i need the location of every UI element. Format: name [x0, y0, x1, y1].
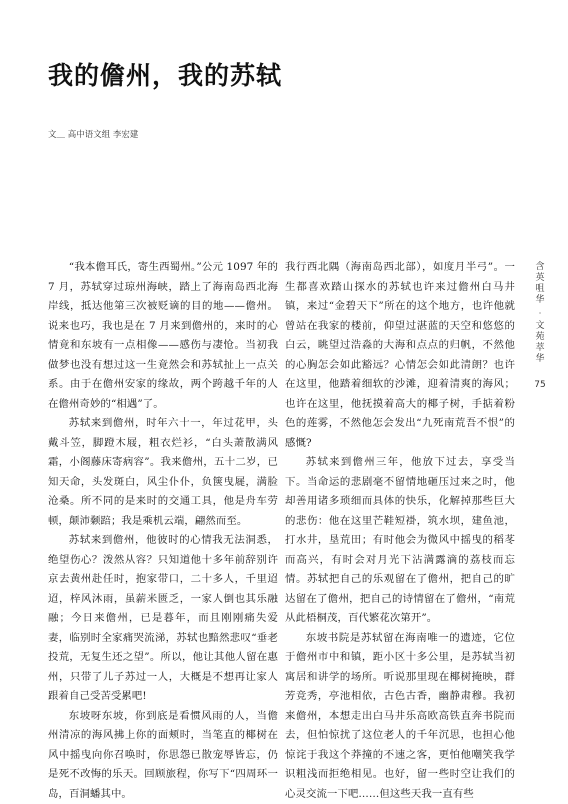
paragraph: 苏轼来到儋州，时年六十一，年过花甲，头戴斗笠，脚蹬木屐，粗衣烂衫，“白头萧散满风霜，小阁藤床寄病容”。我来儋州，五十二岁，已知天命，头发斑白，风尘仆仆，负箧曳屣，满脸沧桑。所不同的是来时的交通工具，他是舟车劳顿，颠沛颡踣；我是乘机云端，翩然而至。 [48, 414, 278, 531]
article-byline: 文＿ 高中语文组 李宏建 [48, 128, 138, 140]
section-label [533, 262, 547, 365]
left-column [48, 258, 278, 804]
paragraph: 苏轼来到儋州，他彼时的心情我无法洞悉，绝望伤心？泼然从容？只知道他十多年前辞别许京去黄州赴任时，抱家带口，二十多人，千里迢迢，梓风沐雨，虽薪米匮乏，一家人倒也其乐融融；今日来儋州，已是暮年，而且刚刚痛失爱妻，临别时全家痛哭流涕，苏轼也黯然悲叹“垂老投荒，无复生还之望”。所以，他让其他人留在惠州，只带了儿子苏过一人，大概是不想再让家人跟着自己受苦受累吧! [48, 531, 278, 707]
section-label-char: 英 [533, 273, 547, 284]
page-number: 75 [528, 380, 552, 390]
section-label-separator: · [533, 308, 547, 319]
section-label-char: 苑 [533, 332, 547, 343]
paragraph: 我行西北隅（海南岛西北部），如度月半弓”。一生都喜欢踏山探水的苏轼也许来过儋州白马井镇，来过“金碧天下”所在的这个地方，也许他就曾站在我家的楼前，仰望过湛蓝的天空和悠悠的白云，眺望过浩淼的大海和点点的归帆，不然他的心胸怎会如此豁远？心情怎会如此清朗？也许在这里，他踏着细软的沙滩，迎着清爽的海风；也许在这里，他抚摸着高大的椰子树，手掂着粉色的莲雾，不然他怎会发出“九死南荒吾不恨”的感慨? [285, 258, 515, 453]
section-label-char: 咀 [533, 284, 547, 295]
section-label-char: 含 [533, 262, 547, 273]
right-column [285, 258, 515, 804]
section-label-char: 萃 [533, 343, 547, 354]
paragraph: 苏轼来到儋州三年，他放下过去，享受当下。当命运的悲剧毫不留情地砸压过来之时，他却善用诸多琐细而具体的快乐，化解掉那些巨大的悲伤：他在这里芒鞋短褂，筑水坝，建鱼池，打水井，垦荒田；有时他会为微风中摇曳的稻苳而高兴，有时会对月光下沾满露滴的荔枝而忘情。苏轼把自己的乐观留在了儋州，把自己的旷达留在了儋州，把自己的诗情留在了儋州，“南荒从此梧桐茂，百代繁花次第开”。 [285, 453, 515, 629]
section-label-char: 华 [533, 295, 547, 306]
paragraph: 东坡书院是苏轼留在海南唯一的遗迹，它位于儋州市中和镇，距小区十多公里，是苏轼当初寓居和讲学的场所。听说那里现在椰树掩映，群芳竞秀，亭池相依，古色古香，幽静肃穆。我初来儋州，本想走出白马井乐高欧高铁直奔书院而去，但怕惊扰了这位老人的千年沉思，也担心他惊诧于我这个莽撞的不速之客，更怕他嘲笑我学识粗浅而拒绝相见。也好，留一些时空让我们的心灵交流一下吧……但这些天我一直有些 [285, 629, 515, 804]
section-label-char: 文 [533, 321, 547, 332]
section-label-char: 华 [533, 354, 547, 365]
article-title: 我的儋州，我的苏轼 [48, 56, 282, 92]
paragraph: “我本儋耳氏，寄生西蜀州。”公元 1097 年的 7 月，苏轼穿过琼州海峡，踏上了海南岛西北海岸线，抵达他第三次被贬谪的目的地——儋州。说来也巧，我也是在 7 月来到儋州的，来时的心情竟和东坡有一点相像——感伤与凄怆。当初我做梦也没有想过这一生竟然会和苏轼扯上一点关系。由于在儋州安家的缘故，两个跨越千年的人在儋州奇妙的“相遇”了。 [48, 258, 278, 414]
paragraph: 东坡呀东坡，你到底是看惯风雨的人，当儋州清凉的海风拂上你的面颊时，当笔直的椰树在风中摇曳向你召唤时，你思怨已散宠辱皆忘，仍是死不改悔的乐天。回顾旅程，你写下“四周环一岛，百洞蟠其中。 [48, 707, 278, 804]
